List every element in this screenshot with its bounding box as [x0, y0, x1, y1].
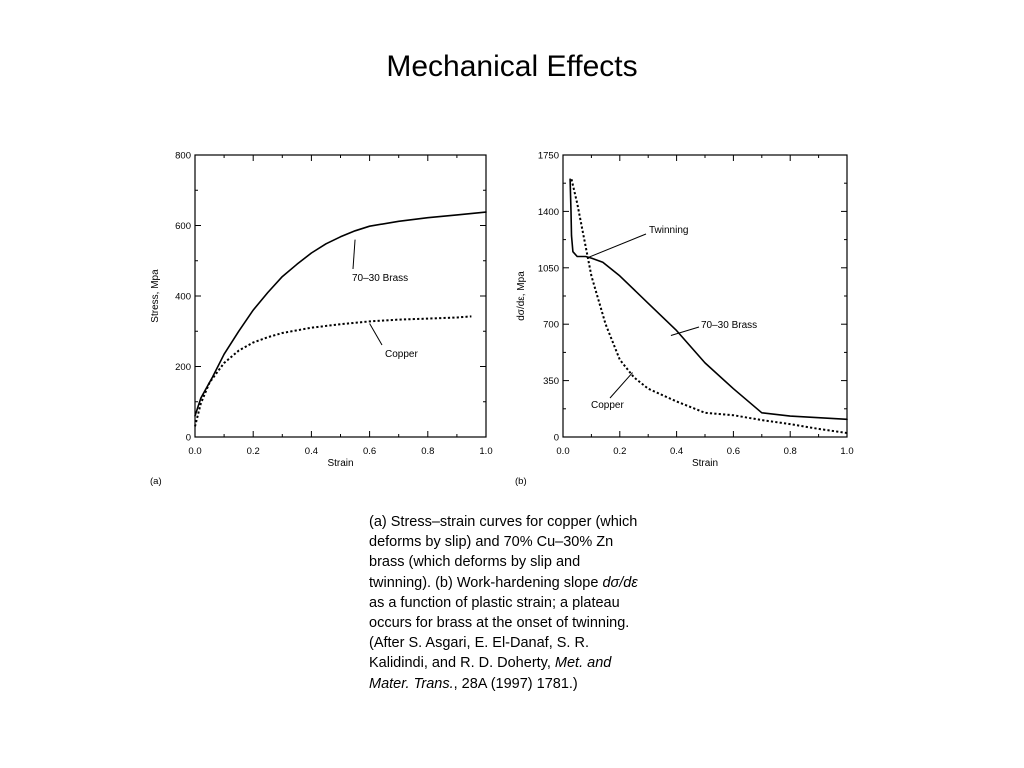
- annotation-label: Copper: [591, 400, 624, 411]
- y-tick-label: 350: [543, 376, 559, 388]
- annotation-label: 70–30 Brass: [352, 273, 409, 284]
- y-tick-label: 1050: [537, 263, 559, 275]
- slide-title: Mechanical Effects: [386, 50, 638, 83]
- annotation-label: 70–30 Brass: [701, 320, 758, 331]
- annotation-label: Twinning: [649, 225, 689, 236]
- caption-journal: Met. and Mater. Trans.: [369, 655, 616, 692]
- panel-b: [515, 151, 854, 488]
- y-axis-title: dσ/dε, Mpa: [516, 271, 527, 321]
- y-tick-label: 200: [175, 362, 191, 373]
- y-tick-label: 800: [175, 150, 191, 162]
- x-tick-label: 0.0: [188, 446, 202, 457]
- plot-frame: [195, 155, 486, 437]
- y-tick-label: 400: [175, 291, 191, 303]
- annotation-leader-line: [353, 240, 355, 269]
- annotation-leader-line: [589, 234, 646, 257]
- annotation-leader-line: [610, 373, 633, 398]
- x-tick-label: 0.2: [246, 446, 260, 457]
- x-tick-label: 0.2: [613, 446, 627, 457]
- y-tick-label: 600: [175, 221, 191, 232]
- annotation-label: Copper: [385, 349, 418, 360]
- y-tick-label: 1400: [537, 206, 559, 218]
- figure-caption: [369, 512, 644, 694]
- x-tick-label: 0.4: [304, 446, 319, 457]
- caption-slope-symbol: dσ/dε: [602, 574, 638, 591]
- x-tick-label: 1.0: [479, 446, 493, 457]
- series-line-copper: [195, 316, 471, 426]
- x-tick-label: 0.8: [421, 446, 435, 457]
- y-tick-label: 1750: [537, 150, 559, 162]
- x-axis-title: Strain: [691, 458, 719, 469]
- y-tick-label: 0: [553, 432, 559, 444]
- caption-text-3: , 28A (1997) 1781.): [453, 675, 578, 692]
- plot-frame: [563, 155, 847, 437]
- x-tick-label: 0.6: [362, 446, 377, 457]
- y-tick-label: 700: [543, 319, 559, 331]
- x-tick-label: 1.0: [840, 446, 854, 457]
- panel-label: (b): [515, 476, 527, 487]
- x-tick-label: 0.6: [726, 446, 741, 457]
- caption-text-2: as a function of plastic strain; a plateau occurs for brass at the onset of twinning. (After S. Asgari, E. El-Danaf, S. R. Kalidindi, and R. D. Doherty,: [369, 574, 642, 672]
- y-axis-title: Stress, Mpa: [150, 269, 161, 323]
- x-tick-label: 0.8: [783, 446, 797, 457]
- caption-text-1: (a) Stress–strain curves for copper (which deforms by slip) and 70% Cu–30% Zn brass (which deforms by slip and twinning). (b) Work-hardening slope: [369, 514, 642, 591]
- x-axis-title: Strain: [327, 458, 354, 469]
- series-line-70-30-brass: [195, 212, 486, 416]
- y-tick-label: 0: [185, 432, 191, 444]
- annotation-leader-line: [370, 323, 382, 345]
- series-line-70-30-brass: [570, 179, 847, 419]
- x-tick-label: 0.4: [669, 446, 684, 457]
- x-tick-label: 0.0: [556, 446, 570, 457]
- panel-label: (a): [150, 476, 162, 487]
- panel-a: [150, 151, 493, 488]
